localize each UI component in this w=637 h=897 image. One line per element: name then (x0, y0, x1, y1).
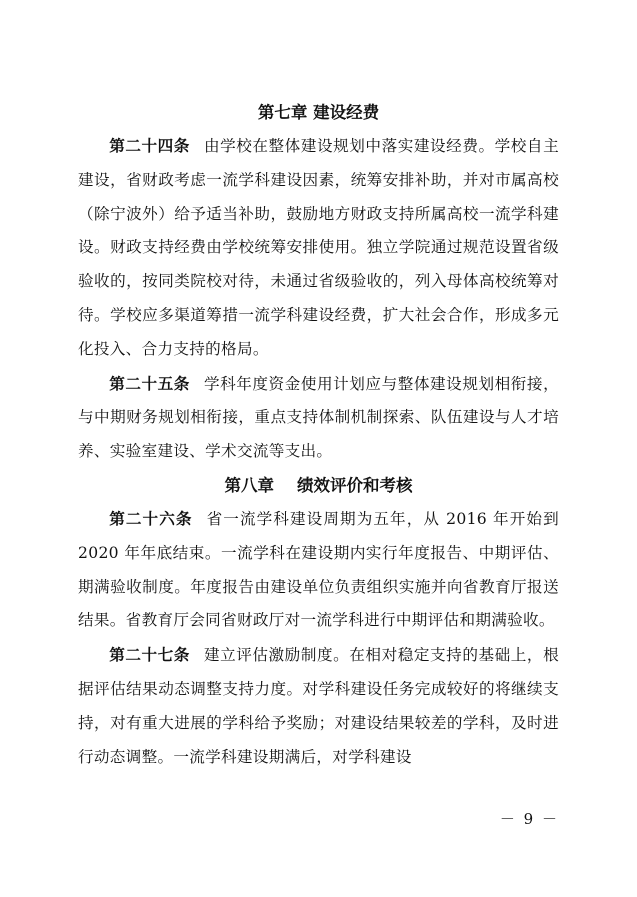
chapter-7-title: 第七章 建设经费 (257, 103, 380, 122)
page-number: － 9 － (499, 810, 559, 828)
article-27 (78, 638, 559, 774)
article-25-label: 第二十五条 (109, 373, 190, 393)
article-26-label: 第二十六条 (109, 508, 193, 528)
article-27-label: 第二十七条 (109, 645, 190, 665)
article-25-text: 学科年度资金使用计划应与整体建设规划相衔接，与中期财务规划相衔接，重点支持体制机制探索、队伍建设与人才培养、实验室建设、学术交流等支出。 (78, 374, 559, 461)
article-25 (78, 367, 559, 469)
article-24-label: 第二十四条 (109, 136, 190, 155)
article-27-text: 建立评估激励制度。在相对稳定支持的基础上，根据评估结果动态调整支持力度。对学科建设任务完成较好的将继续支持，对有重大进展的学科给予奖励；对建设结果较差的学科，及时进行动态调整。一流学科建设期满后，对学科建设 (78, 646, 559, 766)
document-page (78, 96, 559, 774)
article-24 (78, 129, 559, 367)
chapter-8-title: 第八章 绩效评价和考核 (224, 475, 413, 495)
article-24-text: 由学校在整体建设规划中落实建设经费。学校自主建设，省财政考虑一流学科建设因素，统筹安排补助，并对市属高校（除宁波外）给予适当补助，鼓励地方财政支持所属高校一流学科建设。财政支持经费由学校统筹安排使用。独立学院通过规范设置省级验收的，按同类院校对待，未通过省级验收的，列入母体高校统筹对待。学校应多渠道筹措一流学科建设经费，扩大社会合作，形成多元化投入、合力支持的格局。 (78, 137, 559, 358)
article-26-text: 省一流学科建设周期为五年，从 2016 年开始到 2020 年年底结束。一流学科在建设期内实行年度报告、中期评估、期满验收制度。年度报告由建设单位负责组织实施并向省教育厅报送结果。省教育厅会同省财政厅对一流学科进行中期评估和期满验收。 (78, 509, 559, 630)
article-26 (78, 502, 559, 638)
